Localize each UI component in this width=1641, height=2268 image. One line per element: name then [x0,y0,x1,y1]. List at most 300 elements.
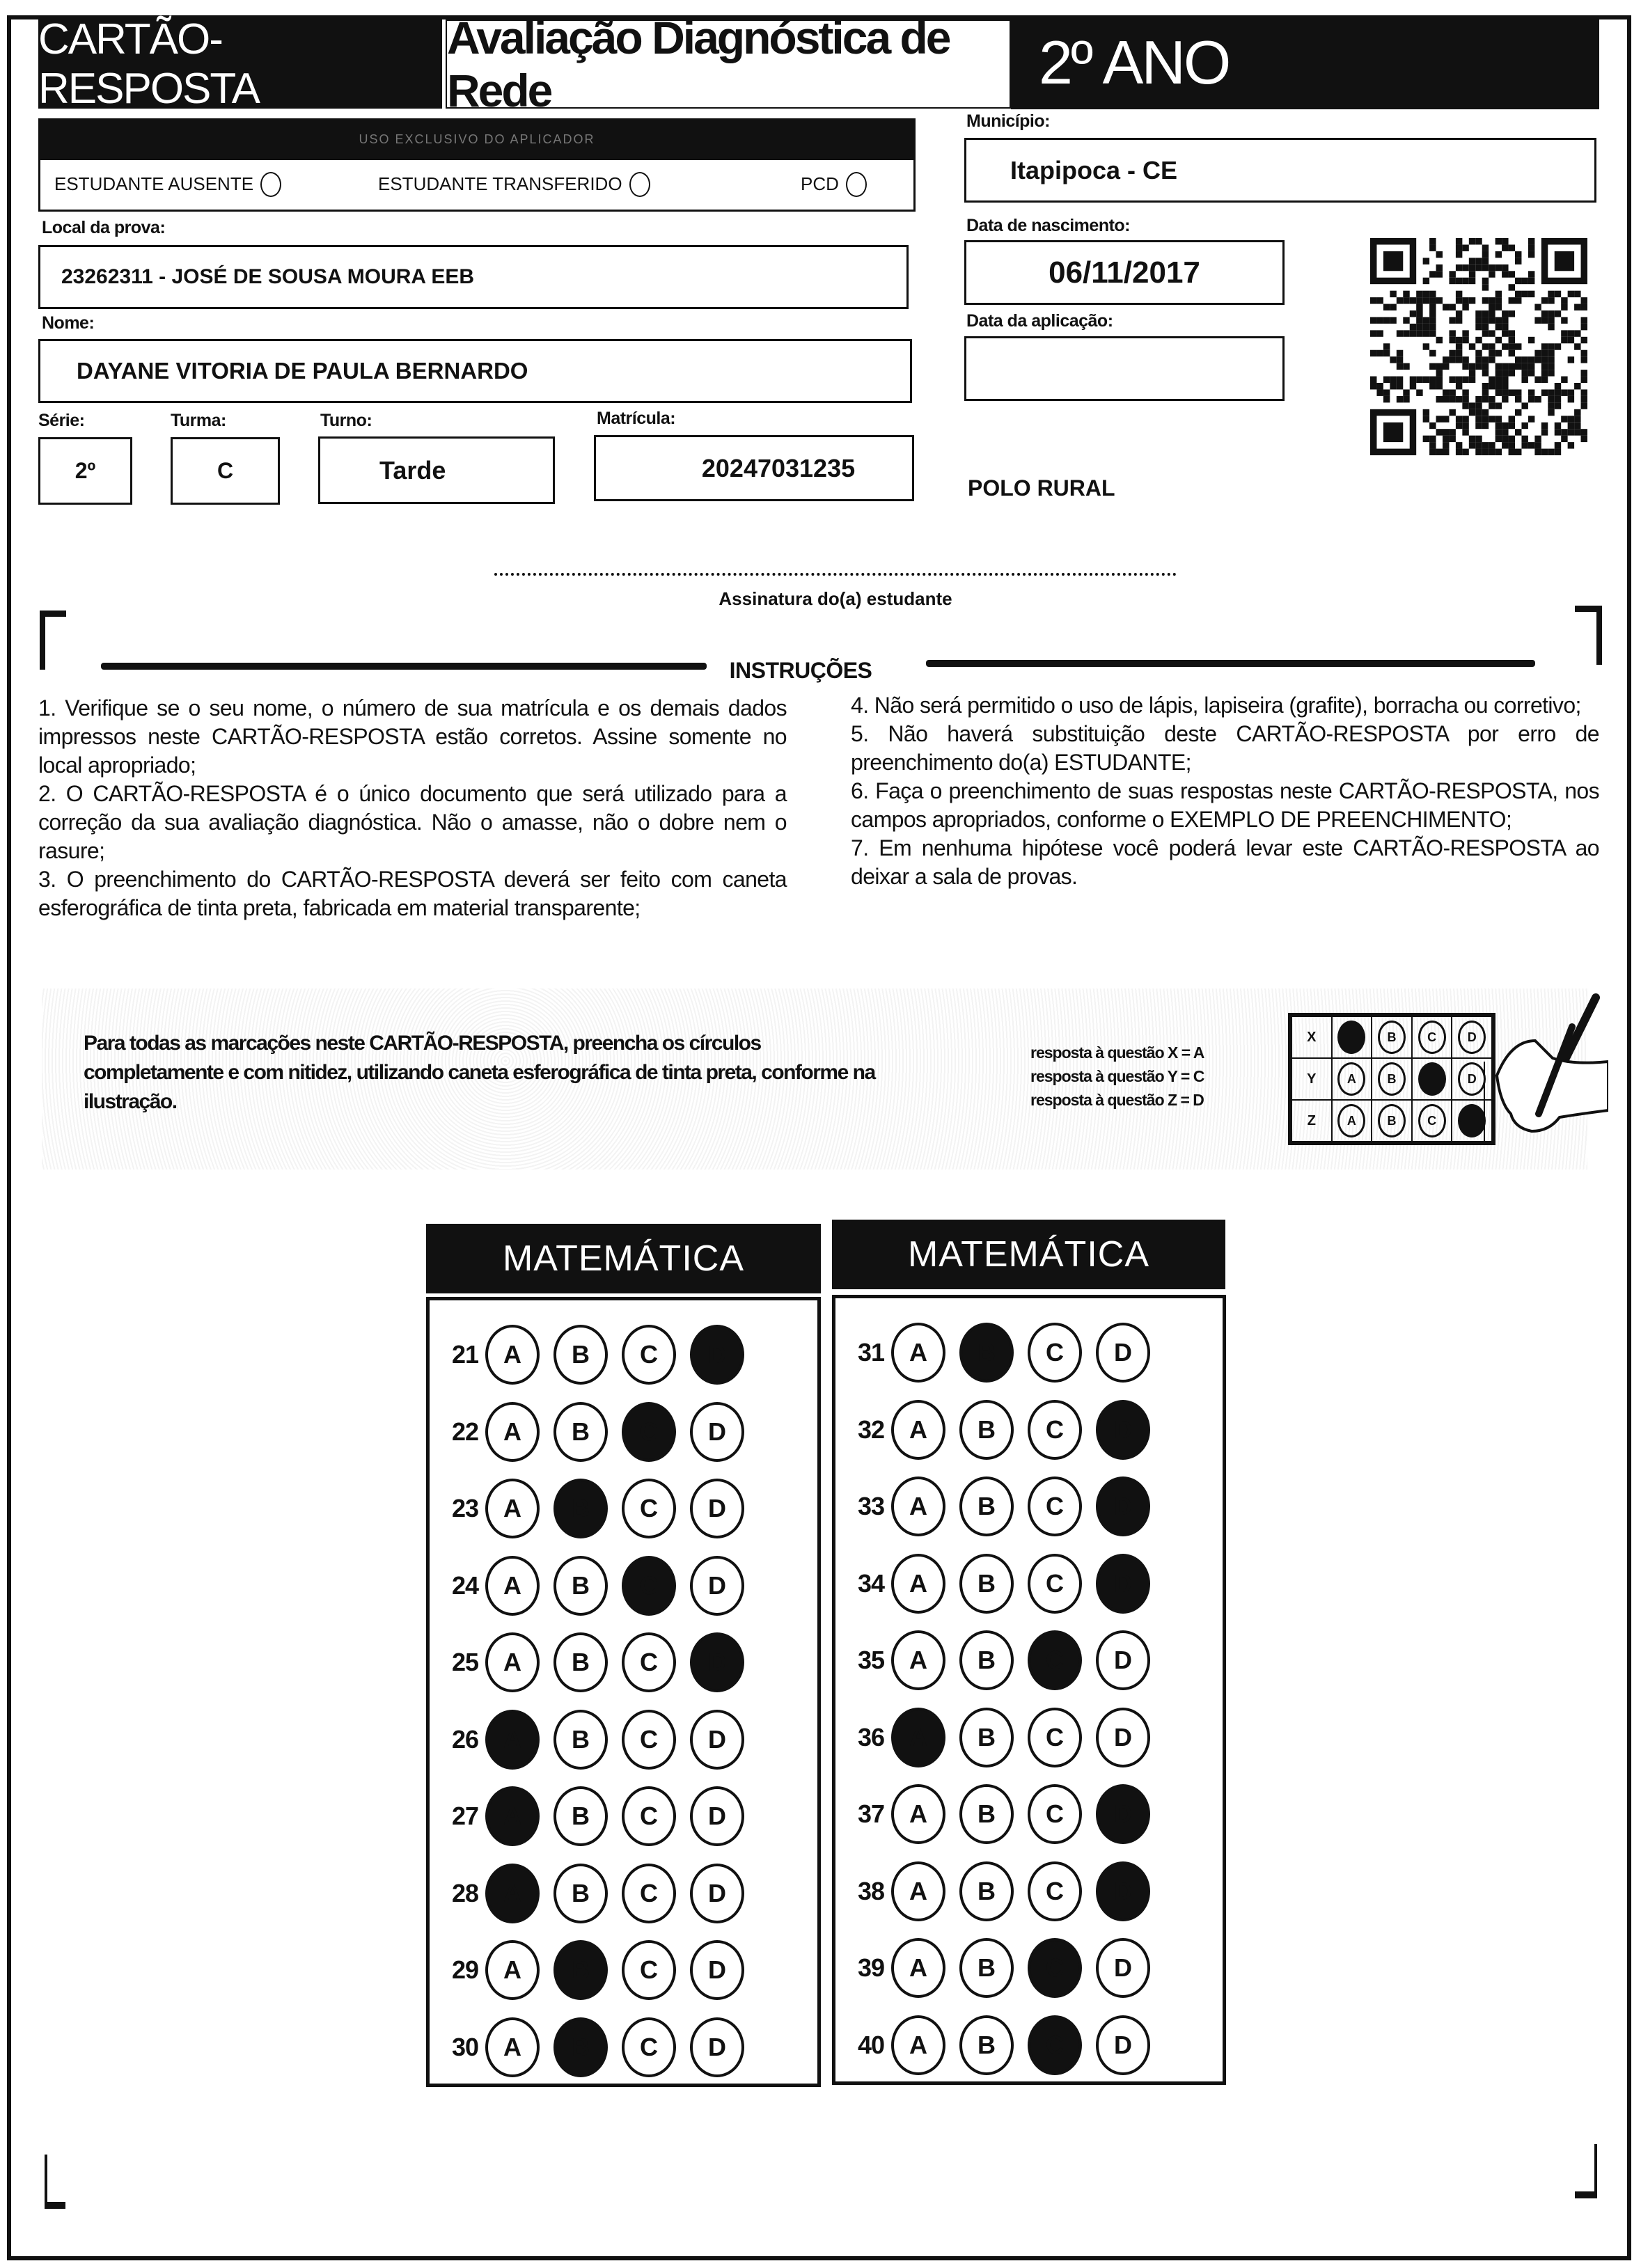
qr-module [1482,297,1489,304]
qr-module [1462,429,1468,435]
qr-module [1548,297,1554,304]
qr-module [1383,350,1390,356]
qr-module [1502,324,1508,330]
qr-module [1509,337,1515,343]
qr-module [1555,429,1561,435]
qr-module [1462,363,1468,370]
qr-module [1489,310,1495,317]
qr-module [1436,396,1443,402]
answer-bubble-d[interactable]: D [690,1786,744,1846]
qr-module [1568,416,1574,422]
qr-module [1548,324,1554,330]
qr-module [1456,416,1462,422]
answer-bubble-c[interactable]: C [1028,1323,1082,1383]
answer-bubble-c[interactable]: C [1028,1630,1082,1690]
qr-module [1416,317,1422,323]
qr-module [1429,310,1436,317]
answer-bubble-d[interactable]: D [1096,1400,1150,1460]
answer-bubble-d[interactable]: D [1096,1554,1150,1614]
qr-module [1541,356,1548,363]
option-pcd[interactable] [801,172,867,197]
qr-module [1456,297,1462,304]
answer-bubble-d[interactable]: D [690,1556,744,1616]
qr-module [1515,291,1521,297]
qr-module [1456,317,1462,323]
qr-module [1568,429,1574,435]
qr-module [1475,317,1482,323]
answer-bubble-c[interactable]: C [622,1786,676,1846]
qr-module [1574,409,1580,416]
example-bubble: A [1337,1104,1365,1137]
qr-module [1403,396,1409,402]
nome-value: DAYANE VITORIA DE PAULA BERNARDO [77,358,528,384]
question-row [835,1857,1223,1926]
answer-bubble-a[interactable]: A [485,1864,540,1923]
qr-module [1495,370,1502,376]
qr-module [1449,350,1455,356]
answer-bubble-b[interactable]: B [553,1632,608,1692]
qr-module [1429,377,1436,383]
qr-module [1495,265,1502,271]
qr-module [1390,377,1396,383]
question-number: 39 [857,1953,884,1982]
qr-module [1469,442,1475,448]
qr-module [1534,442,1541,448]
answer-bubble-a[interactable]: A [485,2017,540,2077]
turma-value: C [217,458,234,483]
qr-module [1423,317,1429,323]
qr-module [1502,330,1508,336]
qr-module [1397,383,1403,389]
qr-module [1482,383,1489,389]
qr-module [1383,251,1403,271]
answer-bubble-d[interactable]: D [690,1864,744,1923]
answer-bubble-c[interactable]: C [1028,1708,1082,1767]
qr-module [1370,330,1376,336]
qr-module [1515,258,1521,264]
answer-bubble-d[interactable]: D [690,2017,744,2077]
qr-module [1581,370,1587,376]
qr-module [1410,330,1416,336]
question-row [835,1318,1223,1387]
question-number: 27 [451,1802,478,1830]
qr-module [1489,377,1495,383]
qr-module [1574,304,1580,310]
answer-bubble-a[interactable]: A [891,1861,945,1921]
qr-module [1548,317,1554,323]
answer-bubble-a[interactable]: A [891,1476,945,1536]
answer-bubble-d[interactable]: D [690,1632,744,1692]
answer-bubble-a[interactable]: A [485,1710,540,1770]
answer-bubble-b[interactable]: B [553,1556,608,1616]
qr-module [1469,265,1475,271]
qr-module [1416,324,1422,330]
qr-module [1515,251,1521,258]
answer-bubble-a[interactable]: A [485,1325,540,1385]
qr-module [1370,350,1376,356]
question-row [835,1703,1223,1772]
qr-module [1429,324,1436,330]
qr-module [1449,317,1455,323]
qr-module [1436,363,1443,370]
qr-module [1534,396,1541,402]
qr-module [1555,389,1561,395]
qr-module [1443,442,1449,448]
answer-bubble-b[interactable]: B [553,1786,608,1846]
answer-bubble-d[interactable]: D [1096,1708,1150,1767]
qr-module [1509,330,1515,336]
qr-module [1423,377,1429,383]
qr-module [1436,449,1443,455]
qr-module [1423,416,1429,422]
answer-bubble-a[interactable]: A [485,1556,540,1616]
qr-module [1482,310,1489,317]
qr-module [1390,317,1396,323]
qr-module [1528,396,1534,402]
answer-bubble-a[interactable]: A [891,1630,945,1690]
qr-module [1521,278,1528,284]
qr-module [1403,317,1409,323]
qr-module [1568,330,1574,336]
qr-module [1410,377,1416,383]
question-number: 26 [451,1724,478,1754]
qr-module [1429,317,1436,323]
answer-bubble-a[interactable]: A [891,1323,945,1383]
answer-bubble-b[interactable]: B [959,1784,1014,1844]
answer-bubble-b[interactable]: B [959,1323,1014,1383]
qr-module [1534,304,1541,310]
qr-module [1456,244,1462,251]
qr-module [1528,251,1534,258]
qr-module [1436,337,1443,343]
qr-module [1370,377,1376,383]
qr-module [1456,423,1462,429]
signature-label: Assinatura do(a) estudante [719,588,952,609]
qr-module [1456,343,1462,349]
answer-bubble-b[interactable]: B [959,1861,1014,1921]
qr-module [1495,324,1502,330]
answer-bubble-c[interactable]: C [622,1479,676,1538]
answer-bubble-c[interactable]: C [622,1556,676,1616]
qr-module [1449,337,1455,343]
qr-module [1397,396,1403,402]
qr-module [1541,317,1548,323]
local-field [38,245,909,309]
qr-module [1509,343,1515,349]
radio-circle-icon[interactable] [846,172,867,197]
qr-module [1555,251,1574,271]
qr-module [1568,389,1574,395]
qr-module [1495,402,1502,409]
qr-module [1502,271,1508,277]
qr-module [1534,377,1541,383]
answer-bubble-d[interactable]: D [1096,1476,1150,1536]
qr-module [1548,291,1554,297]
qr-module [1521,356,1528,363]
qr-module [1489,416,1495,422]
qr-module [1462,402,1468,409]
qr-module [1509,389,1515,395]
answer-bubble-d[interactable]: D [690,1940,744,2000]
qr-module [1555,423,1561,429]
qr-module [1495,317,1502,323]
grade-title: 2º ANO [1011,15,1599,109]
nascimento-label: Data de nascimento: [966,216,1131,235]
turma-label: Turma: [171,411,226,430]
qr-module [1502,343,1508,349]
qr-module [1568,291,1574,297]
question-row [835,1472,1223,1541]
answer-bubble-c[interactable]: C [622,1632,676,1692]
answer-bubble-b[interactable]: B [959,1630,1014,1690]
qr-module [1429,244,1436,251]
answer-bubble-b[interactable]: B [959,1400,1014,1460]
qr-module [1383,396,1390,402]
qr-module [1449,304,1455,310]
answer-bubble-b[interactable]: B [959,2015,1014,2075]
answer-bubble-b[interactable]: B [959,1554,1014,1614]
qr-module [1462,337,1468,343]
qr-module [1528,291,1534,297]
question-number: 36 [857,1722,884,1751]
qr-module [1416,297,1422,304]
qr-module [1509,284,1515,290]
answer-bubble-d[interactable]: D [1096,2015,1150,2075]
qr-module [1502,238,1508,244]
qr-module [1443,429,1449,435]
qr-module [1443,389,1449,395]
qr-module [1475,238,1482,244]
qr-module [1376,297,1383,304]
answer-bubble-c[interactable]: C [1028,1400,1082,1460]
answer-bubble-a[interactable]: A [485,1786,540,1846]
answer-bubble-c[interactable]: C [622,2017,676,2077]
qr-module [1475,337,1482,343]
qr-module [1581,317,1587,323]
answer-bubble-a[interactable]: A [891,1708,945,1767]
qr-module [1469,402,1475,409]
qr-module [1383,377,1390,383]
qr-module [1489,330,1495,336]
radio-circle-icon[interactable] [260,172,281,197]
serie-value: 2º [74,458,96,483]
qr-module [1521,291,1528,297]
answer-bubble-c[interactable]: C [622,1864,676,1923]
answer-bubble-a[interactable]: A [891,1784,945,1844]
qr-module [1456,350,1462,356]
example-key-line: resposta à questão Y = C [1030,1067,1204,1085]
answer-bubble-d[interactable]: D [1096,1861,1150,1921]
question-number: 33 [857,1492,884,1520]
answer-bubble-b[interactable]: B [959,1708,1014,1767]
corner-mark-bottom-left [45,2202,65,2209]
qr-module [1383,389,1390,395]
instruction-item: 1. Verifique se o seu nome, o número de sua matrícula e os demais dados impressos neste CARTÃO-RESPOSTA estão corretos. Assine somente no local apropriado; [38,695,787,778]
answer-bubble-a[interactable]: A [891,1400,945,1460]
answer-bubble-c[interactable]: C [1028,1554,1082,1614]
qr-module [1581,304,1587,310]
qr-module [1423,291,1429,297]
answer-bubble-b[interactable]: B [553,1864,608,1923]
qr-module [1555,402,1561,409]
answer-bubble-d[interactable]: D [1096,1323,1150,1383]
answer-bubble-b[interactable]: B [553,2017,608,2077]
qr-module [1429,436,1436,442]
answer-bubble-b[interactable]: B [553,1710,608,1770]
qr-module [1436,297,1443,304]
qr-module [1548,370,1554,376]
example-question-label: Y [1291,1058,1332,1100]
qr-module [1443,363,1449,370]
qr-module [1383,304,1390,310]
qr-module [1482,258,1489,264]
qr-module [1541,429,1548,435]
qr-module [1502,370,1508,376]
matricula-value: 20247031235 [701,453,856,482]
qr-module [1376,350,1383,356]
qr-module [1528,416,1534,422]
answer-bubble-b[interactable]: B [553,1325,608,1385]
answer-bubble-a[interactable]: A [485,1479,540,1538]
fill-example-text: Para todas as marcações neste CARTÃO-RESPOSTA, preencha os círculos completamente e com nitidez, utilizando caneta esferográfica de tinta preta, conforme na ilustração. [84,1032,875,1113]
qr-module [1482,389,1489,395]
answer-bubble-c[interactable]: C [1028,1938,1082,1998]
qr-module [1509,436,1515,442]
question-number: 38 [857,1876,884,1905]
qr-module [1515,389,1521,395]
qr-module [1390,356,1396,363]
qr-module [1574,330,1580,336]
answer-bubble-d[interactable]: D [690,1479,744,1538]
qr-module [1489,396,1495,402]
qr-module [1449,436,1455,442]
answer-bubble-c[interactable]: C [622,1940,676,2000]
qr-module [1403,291,1409,297]
question-row [430,2013,817,2082]
qr-module [1521,363,1528,370]
qr-module [1449,278,1455,284]
qr-module [1581,429,1587,435]
qr-module [1410,324,1416,330]
radio-circle-icon[interactable] [629,172,650,197]
answer-bubble-b[interactable]: B [959,1938,1014,1998]
option-label: ESTUDANTE AUSENTE [54,173,254,194]
qr-module [1568,423,1574,429]
qr-module [1416,304,1422,310]
qr-module [1423,324,1429,330]
answer-bubble-b[interactable]: B [553,1479,608,1538]
qr-module [1469,363,1475,370]
qr-module [1475,449,1482,455]
answer-bubble-d[interactable]: D [690,1325,744,1385]
answer-bubble-a[interactable]: A [485,1940,540,2000]
qr-module [1436,251,1443,258]
qr-module [1568,442,1574,448]
subject-header: MATEMÁTICA [832,1220,1225,1289]
answer-bubble-d[interactable]: D [690,1402,744,1462]
question-row [430,1781,817,1851]
qr-module [1502,377,1508,383]
qr-module [1462,396,1468,402]
example-bubble: A [1337,1062,1365,1096]
answer-bubble-a[interactable]: A [485,1632,540,1692]
qr-module [1462,389,1468,395]
answer-bubble-a[interactable]: A [891,1554,945,1614]
qr-module [1482,284,1489,290]
qr-module [1521,442,1528,448]
qr-module [1429,291,1436,297]
answer-bubble-c[interactable]: C [622,1402,676,1462]
qr-module [1462,423,1468,429]
example-cell [1372,1058,1412,1100]
example-question-label: X [1291,1016,1332,1058]
qr-module [1495,436,1502,442]
question-number: 32 [857,1415,884,1444]
option-estudante-ausente[interactable] [54,172,281,197]
qr-module [1429,304,1436,310]
question-number: 29 [451,1955,478,1984]
aplicacao-field [964,336,1285,401]
answer-bubble-c[interactable]: C [1028,1784,1082,1844]
corner-mark-bottom-right [1594,2144,1597,2196]
qr-module [1449,389,1455,395]
qr-module [1475,265,1482,271]
answer-bubble-c[interactable]: C [1028,1861,1082,1921]
answer-bubble-a[interactable]: A [485,1402,540,1462]
answer-bubble-b[interactable]: B [959,1476,1014,1536]
qr-module [1495,291,1502,297]
qr-module [1581,297,1587,304]
qr-module [1528,278,1534,284]
qr-module [1548,350,1554,356]
answer-bubble-d[interactable]: D [1096,1938,1150,1998]
question-row [835,1395,1223,1465]
qr-module [1581,389,1587,395]
option-estudante-transferido[interactable] [378,172,650,197]
qr-module [1495,297,1502,304]
qr-module [1528,363,1534,370]
answer-bubble-d[interactable]: D [1096,1784,1150,1844]
qr-module [1574,383,1580,389]
answer-bubble-b[interactable]: B [553,1940,608,2000]
answer-bubble-d[interactable]: D [690,1710,744,1770]
qr-module [1534,449,1541,455]
answer-bubble-c[interactable]: C [1028,2015,1082,2075]
qr-module [1456,442,1462,448]
answer-bubble-a[interactable]: A [891,2015,945,2075]
qr-module [1509,244,1515,251]
qr-module [1449,396,1455,402]
card-label: CARTÃO-RESPOSTA [38,19,442,109]
qr-module [1555,291,1561,297]
answer-bubble-c[interactable]: C [1028,1476,1082,1536]
answer-bubble-c[interactable]: C [622,1710,676,1770]
corner-mark-top-right [1596,606,1602,665]
qr-module [1403,363,1409,370]
qr-module [1561,297,1567,304]
qr-module [1502,436,1508,442]
answer-bubble-b[interactable]: B [553,1402,608,1462]
qr-module [1436,265,1443,271]
answer-column-2 [832,1295,1226,2085]
qr-module [1370,297,1376,304]
qr-module [1482,251,1489,258]
option-label: ESTUDANTE TRANSFERIDO [378,173,622,194]
answer-bubble-c[interactable]: C [622,1325,676,1385]
answer-bubble-d[interactable]: D [1096,1630,1150,1690]
answer-bubble-a[interactable]: A [891,1938,945,1998]
qr-module [1482,423,1489,429]
